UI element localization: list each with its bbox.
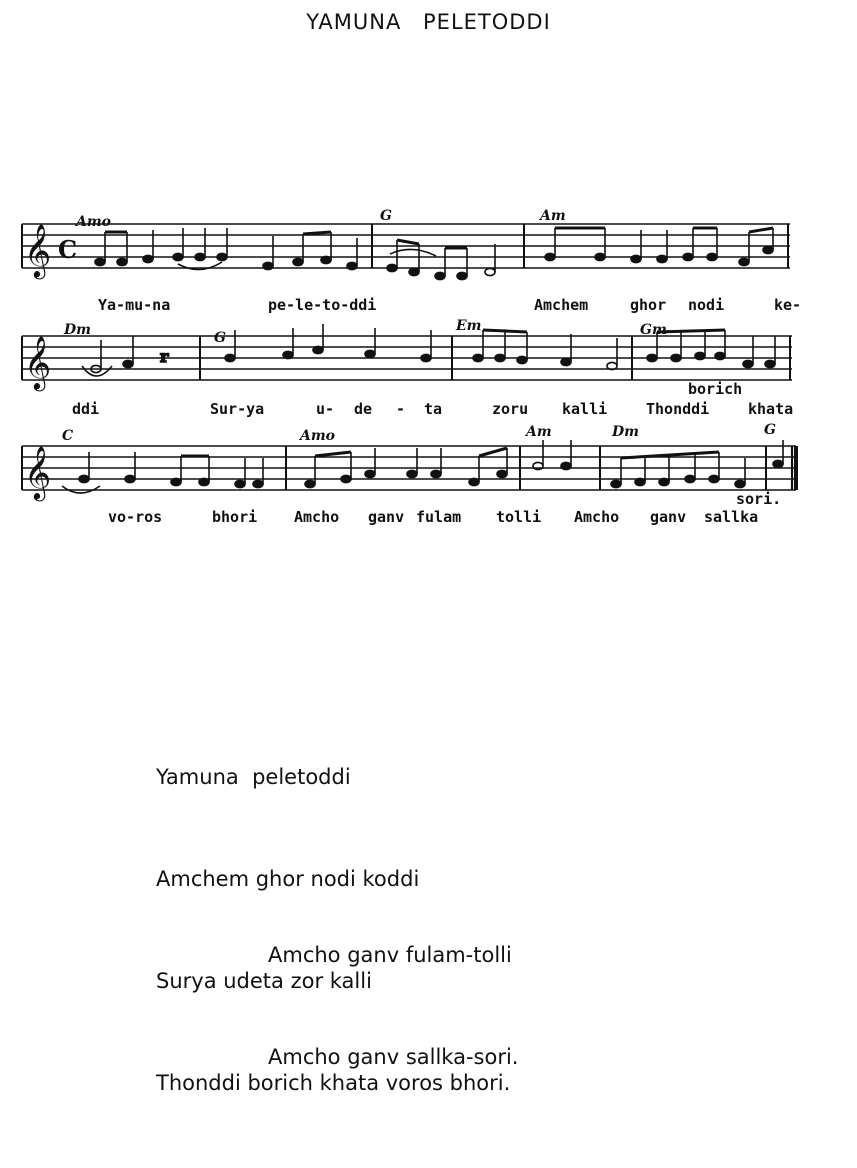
chord-symbol: Dm: [64, 322, 91, 338]
notes-system-2: [82, 324, 775, 376]
notes-system-3: [62, 440, 783, 493]
chord-symbol: Em: [456, 318, 482, 334]
chord-symbol: Am: [526, 424, 552, 440]
lyric-syllable: sori.: [736, 490, 782, 508]
svg-text:r: r: [160, 347, 169, 366]
lyric-syllable: kalli: [562, 400, 608, 418]
lyric-syllable: de: [354, 400, 373, 418]
lyric-syllable: tolli: [496, 508, 542, 526]
common-time-icon: C: [58, 235, 78, 264]
verse-line: Amchem ghor nodi koddi: [156, 867, 420, 891]
verse-line: Amcho ganv fulam-tolli: [268, 943, 512, 967]
verse-line: Amcho ganv sallka-sori.: [268, 1045, 519, 1069]
chord-symbol: G: [764, 422, 776, 438]
lyric-syllable: -: [396, 400, 406, 418]
lyric-syllable: vo-ros: [108, 508, 163, 526]
staff-system-3: [22, 422, 796, 526]
lyric-syllable: ganv: [650, 508, 687, 526]
chord-symbol: Amo: [300, 428, 336, 444]
treble-clef-icon: 𝄞: [24, 223, 52, 277]
verse-line: Yamuna peletoddi: [156, 765, 351, 789]
lyric-syllable: u-: [316, 400, 335, 418]
lyric-syllable: bhori: [212, 508, 258, 526]
lyric-syllable: borich: [688, 380, 743, 398]
treble-clef-icon: 𝄞: [24, 335, 52, 389]
chord-symbol: C: [62, 428, 74, 444]
music-score: [0, 0, 857, 560]
lyric-syllable: nodi: [688, 296, 725, 314]
notes-measure-1: [95, 228, 357, 270]
lyric-syllable: ke-: [774, 296, 802, 314]
staff-system-2: [22, 318, 793, 418]
lyric-syllable: ganv: [368, 508, 405, 526]
lyric-syllable: pe-le-to-ddi: [268, 296, 377, 314]
lyric-syllable: ddi: [72, 400, 100, 418]
chord-symbol: G: [380, 208, 392, 224]
treble-clef-icon: 𝄞: [24, 445, 52, 499]
chord-symbol: Amo: [76, 214, 112, 230]
verse-block-2: [268, 870, 518, 1142]
verse-line: Thonddi borich khata voros bhori.: [156, 1071, 511, 1095]
lyric-syllable: Amchem: [534, 296, 589, 314]
lyric-syllable: fulam: [416, 508, 462, 526]
notes-measure-3: [545, 228, 773, 266]
lyric-syllable: Thonddi: [646, 400, 710, 418]
lyric-syllable: Sur-ya: [210, 400, 265, 418]
lyric-syllable: Ya-mu-na: [98, 296, 171, 314]
chord-symbol: Am: [540, 208, 566, 224]
lyric-syllable: Amcho: [574, 508, 620, 526]
song-title: YAMUNA PELETODDI: [306, 10, 551, 34]
lyric-syllable: Amcho: [294, 508, 340, 526]
chord-symbol: Dm: [612, 424, 639, 440]
staff-system-1: [22, 208, 801, 314]
lyric-syllable: ta: [424, 400, 443, 418]
lyric-syllable: sallka: [704, 508, 759, 526]
lyric-syllable: zoru: [492, 400, 529, 418]
chord-symbol: Gm: [640, 322, 667, 338]
lyric-syllable: khata: [748, 400, 794, 418]
chord-symbol: G: [214, 330, 226, 346]
lyric-syllable: ghor: [630, 296, 667, 314]
verse-line: Surya udeta zor kalli: [156, 969, 372, 993]
